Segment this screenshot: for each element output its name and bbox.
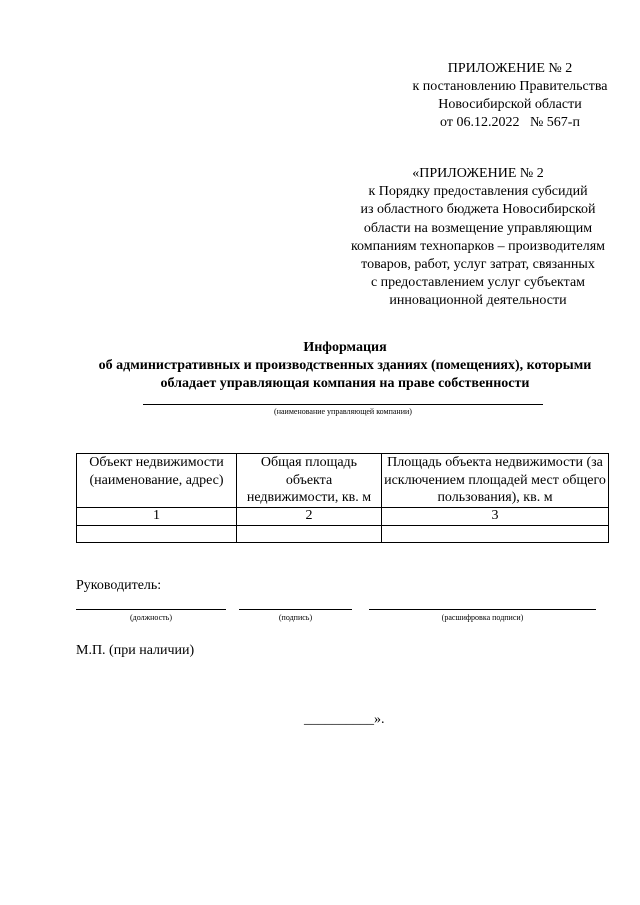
position-line: [76, 609, 226, 610]
appendix-ref: к постановлению Правительства: [412, 79, 608, 94]
header-net-area: Площадь объекта недвижимости (за исключением площадей мест общего пользования), кв. м: [382, 454, 609, 508]
inner-appendix-line: к Порядку предоставления субсидий: [368, 184, 588, 200]
column-number: 2: [237, 507, 382, 525]
table-header-row: [77, 454, 609, 508]
signature-decode-caption: (расшифровка подписи): [441, 613, 524, 622]
signature-caption: (подпись): [278, 613, 313, 622]
position-caption: (должность): [130, 613, 172, 622]
inner-appendix-line: с предоставлением услуг субъектам: [370, 275, 586, 291]
inner-appendix-header: [318, 165, 638, 311]
appendix-number: ПРИЛОЖЕНИЕ № 2: [447, 61, 573, 76]
company-name-caption: (наименование управляющей компании): [274, 407, 412, 416]
inner-appendix-line: области на возмещение управляющим: [363, 220, 593, 236]
closing-mark: __________».: [304, 712, 385, 727]
inner-appendix-line: из областного бюджета Новосибирской: [360, 202, 596, 218]
title-line: об административных и производственных зданиях (помещениях), которыми: [98, 358, 592, 373]
table-cell: [382, 525, 609, 542]
head-label: Руководитель:: [76, 578, 162, 593]
header-total-area: Общая площадь объекта недвижимости, кв. м: [237, 454, 382, 508]
table-cell: [237, 525, 382, 542]
title-line: обладает управляющая компания на праве собственности: [160, 376, 530, 391]
signature-line: [239, 609, 352, 610]
header-object: Объект недвижимости (наименование, адрес): [77, 454, 237, 508]
column-number: 3: [382, 507, 609, 525]
inner-appendix-line: компаниям технопарков – производителям: [350, 238, 606, 254]
appendix-region: Новосибирской области: [438, 97, 582, 112]
inner-appendix-line: «ПРИЛОЖЕНИЕ № 2: [412, 166, 544, 181]
column-number: 1: [77, 507, 237, 525]
appendix-date: от 06.12.2022 № 567-п: [440, 115, 580, 130]
company-name-line: [143, 404, 543, 405]
inner-appendix-line: инновационной деятельности: [389, 293, 567, 309]
signature-decode-line: [369, 609, 596, 610]
property-table: [76, 453, 609, 543]
stamp-label: М.П. (при наличии): [76, 643, 195, 658]
table-row: [77, 525, 609, 542]
table-cell: [77, 525, 237, 542]
appendix-header: [380, 60, 640, 132]
inner-appendix-line: товаров, работ, услуг затрат, связанных: [361, 257, 595, 273]
title-main: Информация: [303, 340, 387, 355]
document-title: [60, 339, 630, 393]
table-number-row: [77, 507, 609, 525]
